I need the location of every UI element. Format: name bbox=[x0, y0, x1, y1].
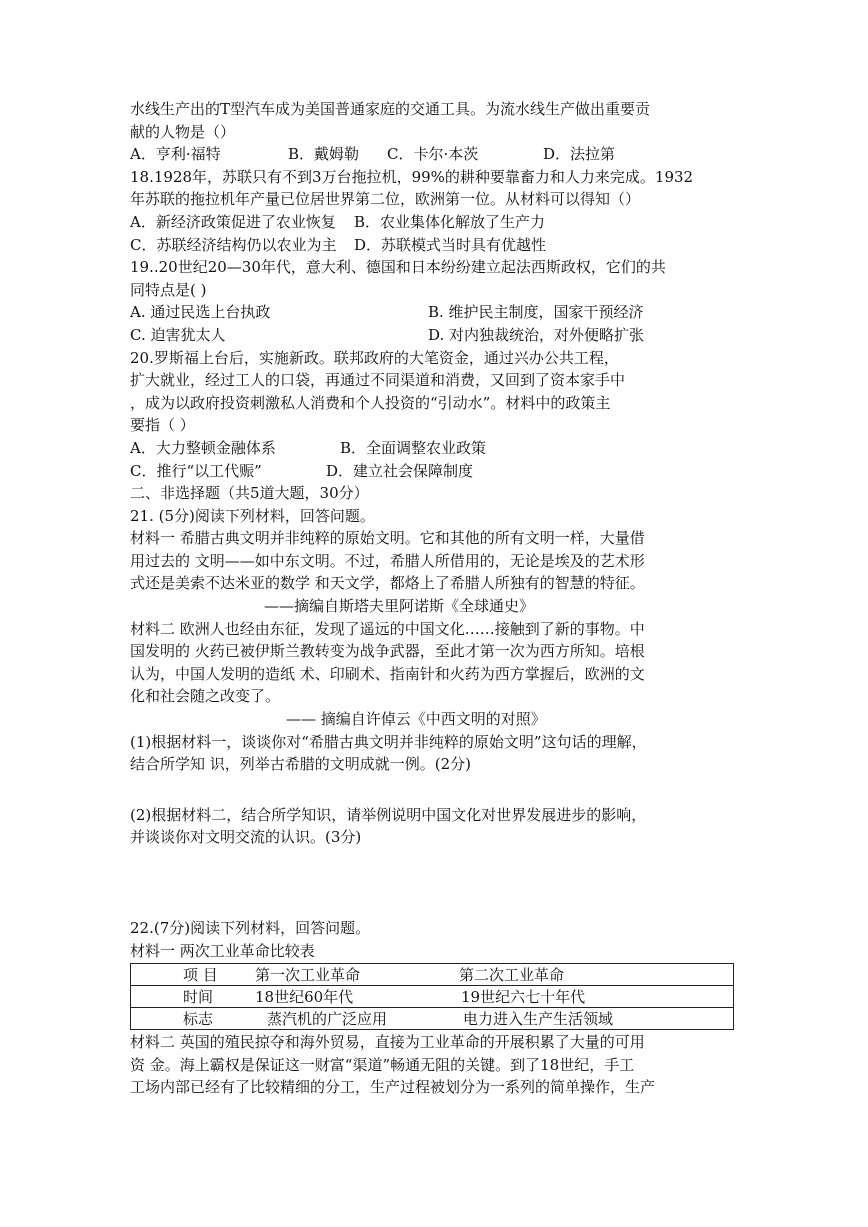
table-row bbox=[131, 986, 734, 1008]
q21-material-2-line-3: 认为，中国人发明的造纸 术、印刷术、指南针和火药为西方掌握后，欧洲的文 bbox=[130, 664, 645, 683]
table-cell-second: 19世纪六七十年代 bbox=[461, 988, 586, 1007]
q18-line-2: 年苏联的拖拉机年产量已位居世界第二位，欧洲第一位。从材料可以得知（） bbox=[130, 190, 641, 209]
table-row-label: 时间 bbox=[183, 988, 214, 1007]
q21-question-1-line-2: 结合所学知 识，列举古希腊的文明成就一例。(2分) bbox=[130, 755, 472, 774]
q17-option-d: D．法拉第 bbox=[543, 145, 616, 164]
q19-option-a: A. 通过民选上台执政 bbox=[130, 303, 271, 322]
exam-page bbox=[130, 98, 742, 1099]
q21-question-2-line-1: (2)根据材料二，结合所学知识，请举例说明中国文化对世界发展进步的影响， bbox=[130, 805, 647, 824]
q17-line-2: 献的人物是（） bbox=[130, 122, 236, 141]
q18-option-a: A．新经济政策促进了农业恢复 bbox=[130, 212, 336, 231]
q18-option-c: C．苏联经济结构仍以农业为主 bbox=[130, 235, 337, 254]
table-cell-second: 电力进入生产生活领域 bbox=[463, 1010, 614, 1029]
table-row bbox=[131, 964, 734, 986]
table-cell bbox=[131, 1008, 734, 1030]
q22-material-2-line-1: 材料二 英国的殖民掠夺和海外贸易，直接为工业革命的开展积累了大量的可用 bbox=[130, 1033, 645, 1052]
q18-options-row-1 bbox=[130, 211, 742, 234]
q20-line-4: 要指（ ） bbox=[130, 416, 195, 435]
q18-options-row-2 bbox=[130, 234, 742, 257]
q22-material-2-line-3: 工场内部已经有了比较精细的分工，生产过程被划分为一系列的简单操作，生产 bbox=[130, 1078, 656, 1097]
q21-material-2-line-2: 国发明的 火药已被伊斯兰教转变为战争武器，至此才第一次为西方所知。培根 bbox=[130, 642, 645, 661]
q21-material-1-source: ——摘编自斯塔夫里阿诺斯《全球通史》 bbox=[264, 597, 535, 616]
q21-material-2-source: —— 摘编自许倬云《中西文明的对照》 bbox=[286, 710, 546, 729]
table-cell bbox=[131, 986, 734, 1008]
table-header-item: 项 目 bbox=[183, 966, 218, 985]
q17-option-b: B．戴姆勒 bbox=[288, 145, 360, 164]
q18-line-1: 18.1928年，苏联只有不到3万台拖拉机，99%的耕种要靠畜力和人力来完成。1932 bbox=[130, 167, 694, 186]
q20-option-d: D．建立社会保障制度 bbox=[326, 461, 474, 480]
q17-option-a: A．亨利·福特 bbox=[130, 145, 221, 164]
q19-option-c: C. 迫害犹太人 bbox=[130, 325, 226, 344]
q19-option-b: B. 维护民主制度，国家干预经济 bbox=[428, 303, 644, 322]
answer-space bbox=[130, 849, 742, 917]
q21-question-2-line-2: 并谈谈你对文明交流的认识。(3分) bbox=[130, 828, 362, 847]
table-cell-first: 18世纪60年代 bbox=[255, 988, 354, 1007]
section-heading: 二、非选择题（共5道大题，30分） bbox=[130, 484, 369, 503]
answer-space bbox=[130, 776, 742, 804]
q21-material-1-line-3: 式还是美索不达米亚的数学 和天文学，都烙上了希腊人所独有的智慧的特征。 bbox=[130, 574, 645, 593]
q19-line-1: 19..20世纪20—30年代，意大利、德国和日本纷纷建立起法西斯政权，它们的共 bbox=[130, 258, 666, 277]
table-header-second: 第二次工业革命 bbox=[459, 966, 565, 985]
q17-options bbox=[130, 143, 742, 166]
q17-line-1: 水线生产出的T型汽车成为美国普通家庭的交通工具。为流水线生产做出重要贡 bbox=[130, 100, 651, 118]
q21-intro: 21. (5分)阅读下列材料，回答问题。 bbox=[130, 506, 375, 525]
q22-material-2-line-2: 资 金。海上霸权是保证这一财富“渠道”畅通无阻的关键。到了18世纪，手工 bbox=[130, 1055, 635, 1074]
q21-question-1-line-1: (1)根据材料一，谈谈你对“希腊古典文明并非纯粹的原始文明”这句话的理解， bbox=[130, 732, 647, 751]
q18-option-d: D．苏联模式当时具有优越性 bbox=[354, 235, 547, 254]
comparison-table bbox=[130, 963, 734, 1030]
q21-material-2-line-4: 化和社会随之改变了。 bbox=[130, 687, 281, 706]
table-row-label: 标志 bbox=[183, 1010, 214, 1029]
q20-line-1: 20.罗斯福上台后，实施新政。联邦政府的大笔资金，通过兴办公共工程， bbox=[130, 348, 619, 367]
q19-options-row-2 bbox=[130, 324, 742, 347]
table-row bbox=[131, 1008, 734, 1030]
q20-option-b: B．全面调整农业政策 bbox=[340, 438, 487, 457]
q20-line-3: ，成为以政府投资刺激私人消费和个人投资的“引动水”。材料中的政策主 bbox=[130, 393, 611, 412]
table-cell-first: 蒸汽机的广泛应用 bbox=[267, 1010, 388, 1029]
q20-option-c: C．推行“以工代赈” bbox=[130, 461, 262, 480]
q22-material-1-title: 材料一 两次工业革命比较表 bbox=[130, 941, 315, 960]
q20-option-a: A．大力整顿金融体系 bbox=[130, 438, 276, 457]
q19-options-row-1 bbox=[130, 301, 742, 324]
q21-material-1-line-1: 材料一 希腊古典文明并非纯粹的原始文明。它和其他的所有文明一样，大量借 bbox=[130, 529, 645, 548]
table-header-first: 第一次工业革命 bbox=[255, 966, 361, 985]
q21-material-2-line-1: 材料二 欧洲人也经由东征，发现了遥远的中国文化……接触到了新的事物。中 bbox=[130, 619, 645, 638]
table-cell bbox=[131, 964, 734, 986]
q18-option-b: B．农业集体化解放了生产力 bbox=[354, 212, 546, 231]
q21-material-1-line-2: 用过去的 文明——如中东文明。不过，希腊人所借用的，无论是埃及的艺术形 bbox=[130, 551, 645, 570]
q22-intro: 22.(7分)阅读下列材料，回答问题。 bbox=[130, 919, 371, 937]
q19-line-2: 同特点是( ) bbox=[130, 280, 207, 299]
q19-option-d: D. 对内独裁统治，对外便略扩张 bbox=[428, 325, 645, 344]
q20-options-row-2 bbox=[130, 460, 742, 483]
q17-option-c: C．卡尔·本茨 bbox=[387, 145, 479, 164]
q20-line-2: 扩大就业，经过工人的口袋，再通过不同渠道和消费，又回到了资本家手中 bbox=[130, 371, 626, 390]
q20-options-row-1 bbox=[130, 437, 742, 460]
